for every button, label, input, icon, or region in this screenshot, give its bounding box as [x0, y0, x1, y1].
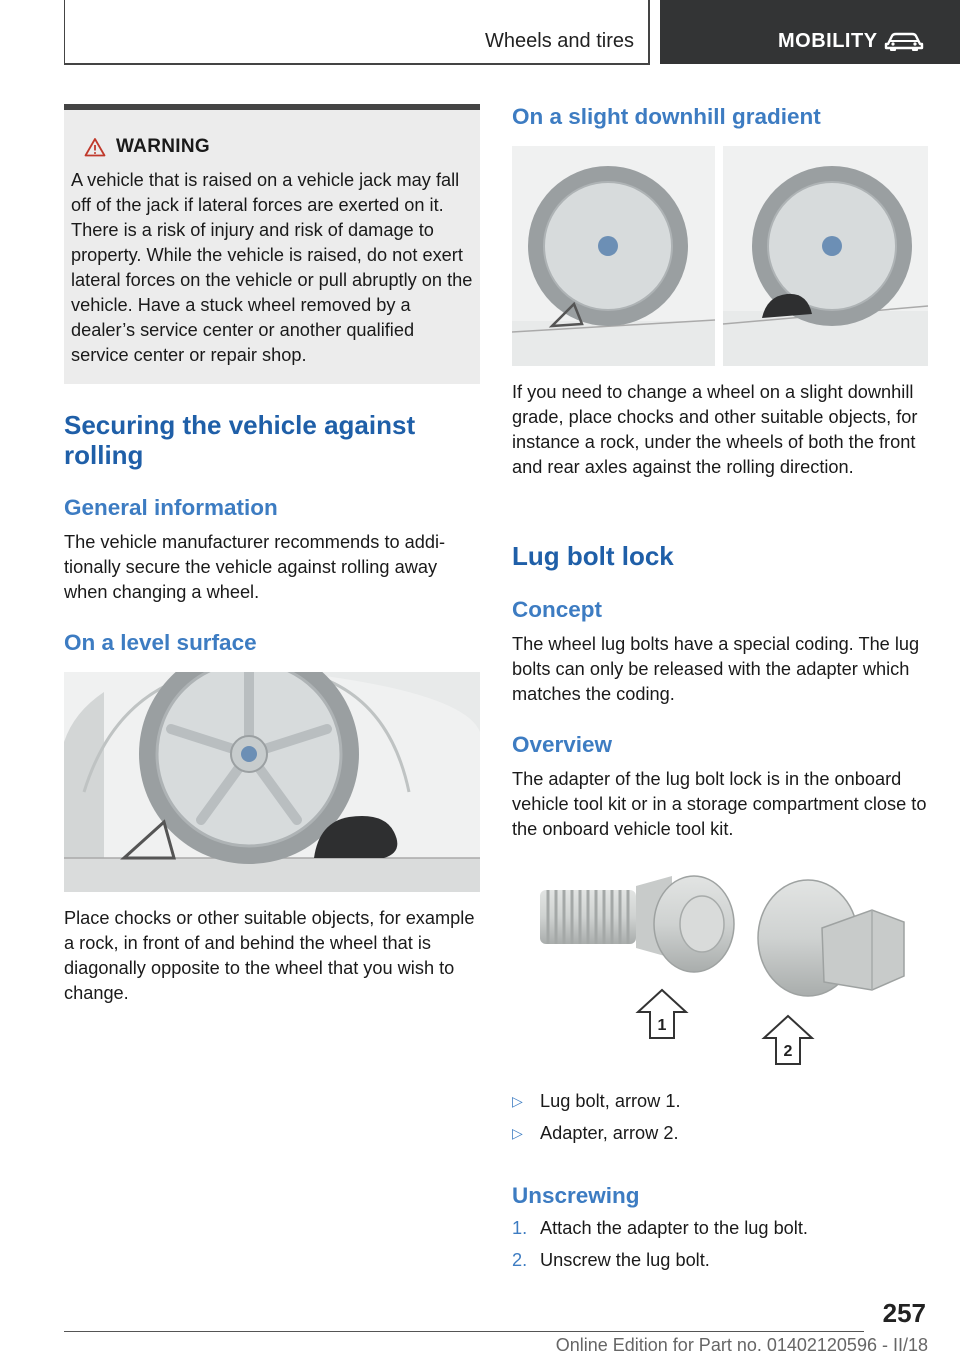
subsection-title-concept: Concept	[512, 597, 602, 622]
footer-rule	[64, 1331, 864, 1332]
subsection-title-level: On a level surface	[64, 630, 257, 655]
warning-box	[64, 104, 480, 384]
step-number: 1.	[512, 1218, 528, 1238]
page-number: 257	[882, 1298, 926, 1328]
general-body: The vehicle manufacturer recommends to additionally secure the vehicle against rolling away when changing a wheel.	[64, 532, 446, 602]
list-item: ▷ Adapter, arrow 2.	[512, 1121, 679, 1146]
lug-bolt-shape	[540, 876, 734, 972]
section-title-lug-bolt-lock: Lug bolt lock	[512, 541, 674, 571]
header-left-rule	[64, 0, 65, 64]
warning-triangle-icon	[84, 137, 106, 157]
step-text: Unscrew the lug bolt.	[540, 1250, 710, 1270]
warning-body: A vehicle that is raised on a vehicle jack may fall off of the jack if lateral forces are exerted on it. There is a risk of injury and risk of damage to property. While the vehicle is raised, do not exert lateral forces on the vehicle or pull abruptly on the vehicle. Have a stuck wheel removed by a dealer’s service center or another qualified service center or repair shop.	[71, 170, 473, 365]
step-text: Attach the adapter to the lug bolt.	[540, 1218, 808, 1238]
step-number: 2.	[512, 1250, 528, 1270]
step-item	[512, 1216, 808, 1241]
figure-level-surface	[64, 672, 480, 892]
subsection-title-overview: Overview	[512, 732, 613, 757]
arrow-1-label: 1	[657, 1017, 667, 1034]
downhill-caption: If you need to change a wheel on a slight downhill grade, place chocks and other suitable objects, for instance a rock, under the wheels of both the front and rear axles against the rolling direction.	[512, 382, 918, 477]
figure-lug-bolt	[512, 866, 928, 1074]
step-item	[512, 1248, 710, 1273]
header-chapter-tab[interactable]	[660, 0, 960, 64]
warning-heading	[84, 136, 210, 158]
header-divider	[648, 0, 650, 64]
subsection-title-downhill: On a slight downhill gradient	[512, 104, 821, 129]
header-bottom-rule	[64, 63, 650, 65]
wheel-chock-illustration	[64, 672, 480, 892]
downhill-chock-illustration	[512, 146, 928, 366]
lug-bolt-adapter-illustration	[512, 866, 928, 1074]
triangle-bullet-icon: ▷	[512, 1093, 523, 1109]
subsection-title-unscrewing: Unscrewing	[512, 1183, 640, 1208]
figure-downhill	[512, 146, 928, 366]
section-title-securing: Securing the vehicle against rolling	[64, 410, 416, 470]
list-item: ▷ Lug bolt, arrow 1.	[512, 1089, 681, 1114]
warning-title: WARNING	[116, 136, 210, 157]
car-icon	[884, 30, 924, 52]
arrow-2-label: 2	[783, 1043, 793, 1060]
header-chapter-label: MOBILITY	[778, 30, 878, 52]
adapter-shape	[758, 880, 904, 996]
arrow-2-icon	[764, 1016, 812, 1064]
concept-body: The wheel lug bolts have a special coding. The lug bolts can only be released with the adapter which matches the coding.	[512, 634, 920, 704]
footer-edition: Online Edition for Part no. 01402120596 - II/18	[555, 1335, 928, 1355]
triangle-bullet-icon: ▷	[512, 1125, 523, 1141]
overview-body: The adapter of the lug bolt lock is in the onboard vehicle tool kit or in a storage compartment close to the onboard vehicle tool kit.	[512, 769, 927, 839]
arrow-1-icon	[638, 990, 686, 1038]
subsection-title-general: General information	[64, 495, 278, 520]
header-section-title: Wheels and tires	[485, 30, 634, 52]
level-caption: Place chocks or other suitable objects, for example a rock, in front of and behind the wheel that is diagonally opposite to the wheel that you wish to change.	[64, 908, 475, 1003]
